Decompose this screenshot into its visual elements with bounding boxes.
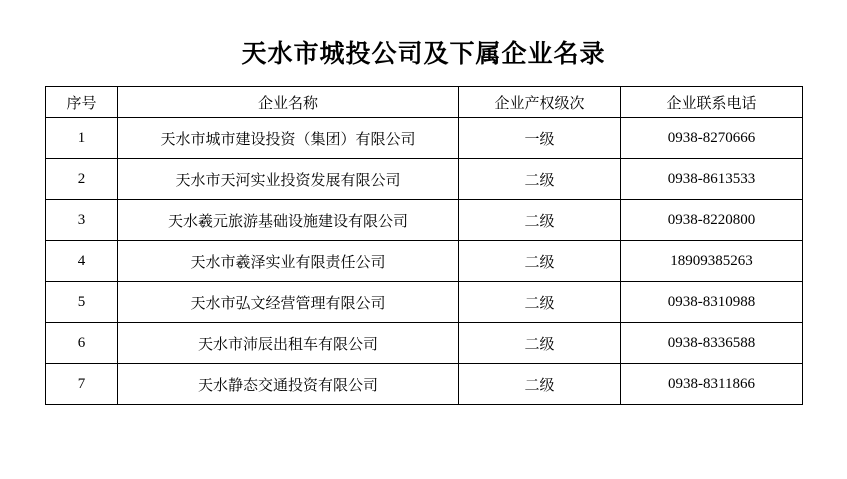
table-row [46,241,803,282]
table-row [46,159,803,200]
column-header-phone: 企业联系电话 [621,87,803,118]
cell-ownership-level: 二级 [459,159,621,200]
column-header-index: 序号 [46,87,118,118]
cell-company-name: 天水羲元旅游基础设施建设有限公司 [118,200,459,241]
cell-ownership-level: 二级 [459,282,621,323]
cell-company-name: 天水市天河实业投资发展有限公司 [118,159,459,200]
cell-phone: 0938-8220800 [621,200,803,241]
cell-company-name: 天水市羲泽实业有限责任公司 [118,241,459,282]
cell-phone: 0938-8270666 [621,118,803,159]
table-row [46,364,803,405]
cell-ownership-level: 一级 [459,118,621,159]
cell-company-name: 天水市城市建设投资（集团）有限公司 [118,118,459,159]
cell-index: 4 [46,241,118,282]
cell-index: 1 [46,118,118,159]
cell-company-name: 天水市弘文经营管理有限公司 [118,282,459,323]
cell-index: 6 [46,323,118,364]
cell-company-name: 天水静态交通投资有限公司 [118,364,459,405]
cell-index: 5 [46,282,118,323]
table-row [46,323,803,364]
table-row [46,200,803,241]
company-directory-table [45,86,803,405]
table-header-row [46,87,803,118]
cell-index: 3 [46,200,118,241]
cell-ownership-level: 二级 [459,200,621,241]
cell-phone: 0938-8336588 [621,323,803,364]
cell-index: 2 [46,159,118,200]
column-header-level: 企业产权级次 [459,87,621,118]
cell-phone: 18909385263 [621,241,803,282]
cell-ownership-level: 二级 [459,364,621,405]
table-row [46,118,803,159]
table-container [0,86,847,405]
cell-phone: 0938-8310988 [621,282,803,323]
cell-index: 7 [46,364,118,405]
page-title: 天水市城投公司及下属企业名录 [241,41,606,68]
table-row [46,282,803,323]
cell-phone: 0938-8311866 [621,364,803,405]
column-header-name: 企业名称 [118,87,459,118]
cell-ownership-level: 二级 [459,241,621,282]
cell-ownership-level: 二级 [459,323,621,364]
cell-company-name: 天水市沛辰出租车有限公司 [118,323,459,364]
cell-phone: 0938-8613533 [621,159,803,200]
